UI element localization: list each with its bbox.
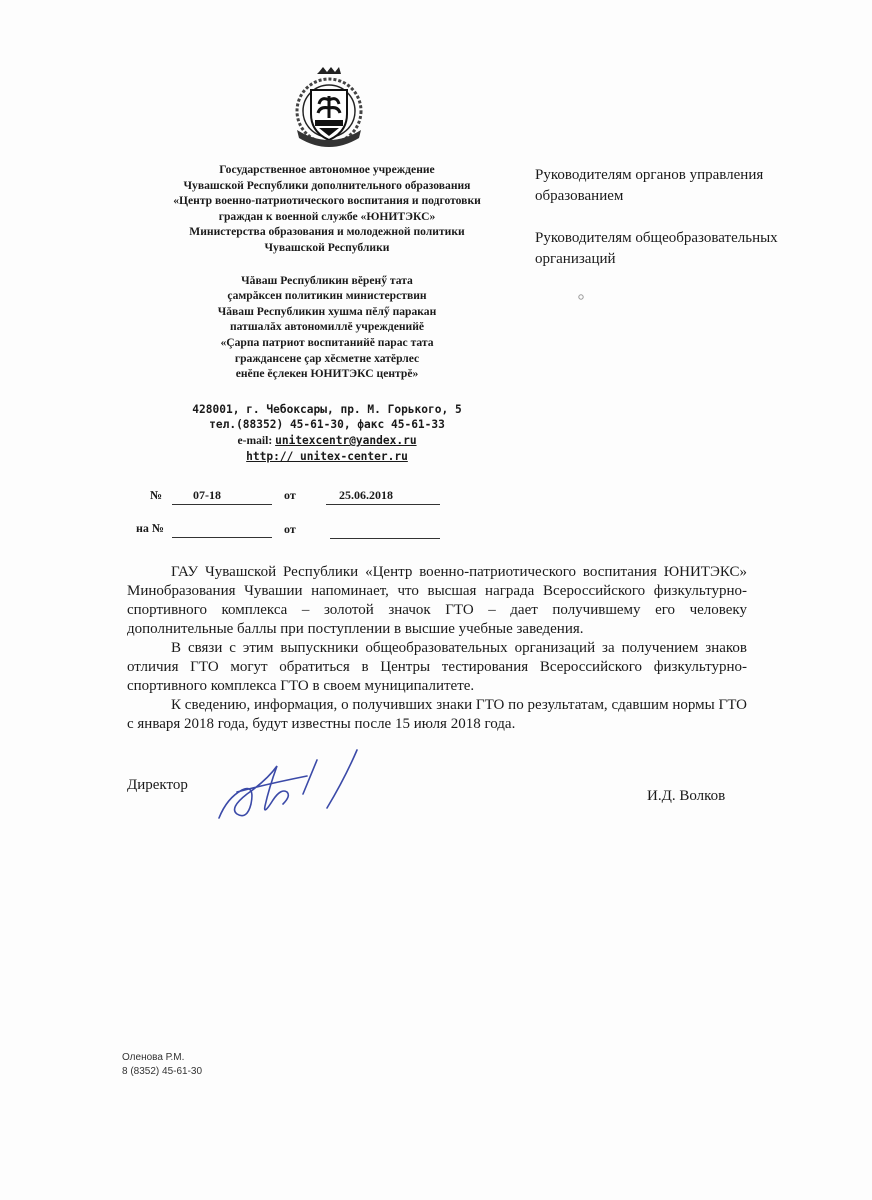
ref-number-label: на № <box>136 521 164 535</box>
ref-number-field <box>172 519 272 538</box>
website-link[interactable]: http:// unitex-center.ru <box>246 449 408 463</box>
reg-from-label: от <box>284 488 296 502</box>
sender-line-cv: «Çарпа патриот воспитанийĕ парас тата <box>220 335 434 349</box>
letter-body <box>127 563 747 734</box>
sender-line-cv: Чăваш Республикин хушма пĕлӳ паракан <box>217 304 437 318</box>
sender-phone: тел.(88352) 45-61-30, факс 45-61-33 <box>209 418 445 432</box>
scan-speck-icon <box>577 293 585 301</box>
ref-from-label: от <box>284 522 296 536</box>
reg-number-field <box>172 486 272 505</box>
sender-line: Государственное автономное учреждение <box>219 163 435 176</box>
body-paragraph: К сведению, информация, о получивших знаки ГТО по результатам, сдавшим нормы ГТО с января 2018 года, будут известны после 15 июля 2018 года. <box>127 697 747 732</box>
recipient: Руководителям общеобразовательных организаций <box>535 230 778 267</box>
director-title: Директор <box>127 777 188 793</box>
director-name: И.Д. Волков <box>647 788 726 804</box>
executor-block <box>122 1051 202 1079</box>
sender-block <box>112 162 542 464</box>
sender-address: 428001, г. Чебоксары, пр. М. Горького, 5 <box>192 402 462 416</box>
sender-line: граждан к военной службе «ЮНИТЭКС» <box>218 209 436 223</box>
sender-line-cv: Чăваш Республикин вĕренӳ тата <box>241 273 413 287</box>
sender-line-cv: патшалăх автономиллĕ учрежденийĕ <box>229 320 425 334</box>
signature-icon <box>207 748 387 830</box>
body-paragraph: В связи с этим выпускники общеобразовательных организаций за получением знаков отличия ГТО могут обратиться в Центры тестирования Всероссийского физкультурно-спортивного комплекса ГТО в своем муниципалитете. <box>127 640 747 694</box>
reg-number-label: № <box>150 488 163 502</box>
sender-line: «Центр военно-патриотического воспитания и подготовки <box>173 194 481 208</box>
reg-number: 07-18 <box>193 488 221 502</box>
sender-line: Чувашской Республики дополнительного образования <box>183 178 471 192</box>
sender-email-line <box>112 433 542 449</box>
executor-name: Оленова Р.М. <box>122 1052 185 1063</box>
sender-line: Министерства образования и молодежной политики <box>189 225 465 239</box>
recipients-block <box>535 165 835 291</box>
sender-line-cv: çамрăксен политикин министерствин <box>227 289 427 303</box>
reg-date: 25.06.2018 <box>339 488 393 502</box>
recipient: Руководителям органов управления образованием <box>535 167 764 204</box>
executor-phone: 8 (8352) 45-61-30 <box>122 1066 203 1077</box>
body-paragraph: ГАУ Чувашской Республики «Центр военно-патриотического воспитания ЮНИТЭКС» Минобразования Чувашии напоминает, что высшая награда Всероссийского физкультурно-спортивного комплекса – золотой значок ГТО – дает получившему его человеку дополнительные баллы при поступлении в высшие учебные заведения. <box>127 564 747 637</box>
sender-line-cv: граждансене çар хĕсметне хатĕрлес <box>234 351 420 365</box>
email-link[interactable]: unitexcentr@yandex.ru <box>275 433 417 447</box>
coat-of-arms-icon <box>289 66 369 148</box>
sender-line: Чувашской Республики <box>264 240 390 254</box>
reg-date-field <box>326 486 440 505</box>
ref-date-field <box>330 520 440 539</box>
email-label: e-mail: <box>237 433 276 447</box>
sender-line-cv: енĕпе ĕçлекен ЮНИТЭКС центрĕ» <box>235 367 419 381</box>
